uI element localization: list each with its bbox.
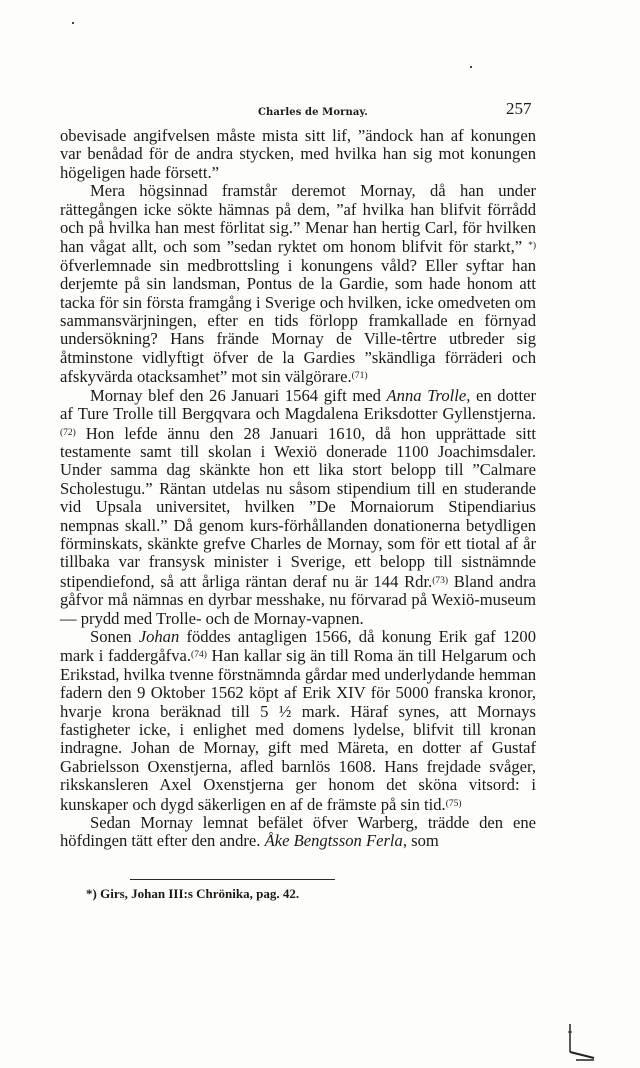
body-text [60,127,536,851]
footnote-divider [130,879,335,880]
scan-speck [72,22,74,24]
paragraph [60,127,536,182]
binding-mark-icon [566,1022,596,1062]
footnote-reference: (74) [191,650,207,661]
paragraph-text: Sonen [90,626,139,646]
paragraph [60,628,536,814]
paragraph-text: Han kallar sig än till Roma än till Helgarum och Erikstad, hvilka tvenne förstnämnda gårdar med underlydande hemman fadern den 9 Oktober 1562 köpt af Erik XIV för 5000 franska kronor, hvarje krona beräknad till 5 ½ mark. Häraf synes, att Mornays fastigheter icke, i enlighet med domens lydelse, blifvit till kronan indragne. Johan de Mornay, gift med Märeta, en dotter af Gustaf Gabrielsson Oxenstjerna, afled barnlös 1608. Hans frejdade svåger, rikskansleren Axel Oxenstjerna ger honom det sköna vitsord: i kunskaper och dygd säkerligen en af de främste på sin tid. [60,646,537,814]
paragraph-text: obevisade angifvelsen måste mista sitt lif, ”ändock han af konungen var benådad för de andra stycken, med hvilka han sig mot konungen högeligen hade försett.” [60,126,536,182]
paragraph [60,387,536,628]
footnote-reference: (73) [432,575,449,586]
running-title: Charles de Mornay. [258,107,368,118]
italic-name: Johan [138,626,180,646]
paragraph-text: Bland andra gåfvor må nämnas en dyrbar messhake, nu förvarad på Wexiö-museum — prydd med Trolle- och de Mornay-vapnen. [60,571,536,628]
paragraph-text: Mornay blef den 26 Januari 1564 gift med [90,385,387,405]
paragraph [60,182,536,386]
italic-name: Åke Bengtsson Ferla [264,831,403,851]
footnote-reference: (72) [60,427,76,438]
paragraph-text: öfverlemnade sin medbrottsling i konungens våld? Eller syftar han derjemte på sin landsman, Pontus de la Gardie, som hade honom att tacka för sin första framgång i Sverige och hvilken, icke omedveten om sammansvärjningen, efter en tids förlopp framkallade en förnyad undersökning? Hans frände Mornay de Ville-têrtre utbreder sig åtminstone vidlyftigt öfver de la Gardies ”skändliga förräderi och afskyvärda otacksamhet” mot sin välgörare. [60,255,536,387]
footnote-text: Girs, Johan III:s Chrönika, pag. 42. [100,886,300,901]
footnote [86,886,299,902]
footnote-reference: *) [528,241,536,252]
paragraph-text: , en dotter af Ture Trolle till Bergqvara och Magdalena Eriksdotter Gyllenstjerna. [60,385,536,424]
italic-name: Anna Trolle [386,385,467,405]
paragraph-text: Hon lefde ännu den 28 Januari 1610, då hon upprättade sitt testamente samt till skolan i Wexiö donerade 1100 Joachimsdaler. Under samma dag skänkte hon ett lika stort belopp till ”Calmare Scholestugu.” Räntan utdelas nu såsom stipendium till en studerande vid Upsala universitet, hvilken ”De Mornaiorum Stipendiarius nempnas skall.” Då genom kurs-förhållanden donationerna betydligen förminskats, skänkte grefve Charles de Mornay, som för ett tiotal af år tillbaka var fransysk minister i Sverige, ett belopp till sistnämnde stipendiefond, så att årliga räntan deraf nu är 144 Rdr. [60,423,536,591]
footnote-reference: (75) [445,798,462,809]
paragraph-text: Sedan Mornay lemnat befälet öfver Warberg, trädde den ene höfdingen tätt efter den andre. [60,813,536,851]
footnote-reference: (71) [351,371,368,382]
paragraph-text: Mera högsinnad framstår deremot Mornay, då han under rättegången icke sökte hämnas på dem, ”af hvilka han blifvit förrådd och på hvilka han mest förlitat sig.” Menar han hertig Carl, för hvilken han vågat allt, och som ”sedan ryktet om honom blifvit för starkt,” [60,181,536,257]
paragraph [60,814,536,851]
footnote-marker: *) [86,886,97,901]
paragraph-text: föddes antagligen 1566, då konung Erik gaf 1200 mark i faddergåfva. [60,626,537,666]
paragraph-text: , som [402,831,439,851]
scan-speck [470,66,472,68]
page-number: 257 [506,99,532,118]
